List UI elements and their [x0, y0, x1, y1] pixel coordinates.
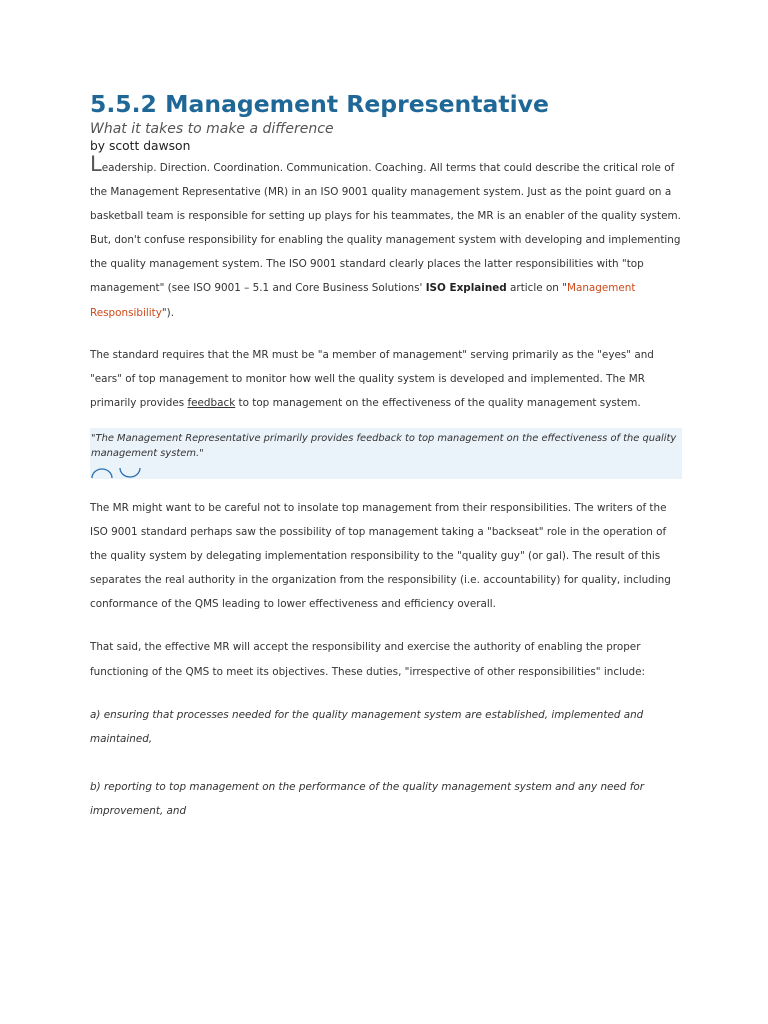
paragraph-intro	[90, 154, 682, 325]
article-title: 5.5.2 Management Representative	[90, 90, 549, 118]
drop-cap: L	[90, 152, 102, 176]
paragraph-intro-text-3: ").	[161, 306, 175, 319]
paragraph-intro-text-2: article on "	[506, 282, 567, 295]
list-item-a: a) ensuring that processes needed for the quality management system are established, implemented and maintained,	[90, 708, 644, 745]
close-quote-arc-icon	[120, 468, 140, 477]
quote-marks-icon	[90, 463, 150, 479]
paragraph-insolate: The MR might want to be careful not to insolate top management from their responsibilities. The writers of the ISO 9001 standard perhaps saw the possibility of top management taking a "backseat" role in the operation of the quality system by delegating implementation responsibility to the "quality guy" (or gal). The result of this separates the real authority in the organization from the responsibility (i.e. accountability) for quality, including conformance of the QMS leading to lower effectiveness and efficiency overall.	[90, 501, 671, 611]
management-responsibility-link[interactable]: Management Responsibility	[90, 282, 636, 319]
paragraph-standard	[90, 343, 682, 415]
paragraph-standard-text-1: The standard requires that the MR must be "a member of management" serving primarily as the "eyes" and "ears" of top management to monitor how well the quality system is developed and implemented. The MR primarily provides	[90, 348, 654, 409]
article-byline: by scott dawson	[90, 139, 191, 153]
feedback-link[interactable]: feedback	[187, 396, 236, 409]
open-quote-arc-icon	[92, 469, 112, 478]
article-subtitle: What it takes to make a difference	[90, 121, 334, 137]
list-item-b: b) reporting to top management on the performance of the quality management system and any need for improvement, and	[90, 780, 644, 817]
pull-quote-text: "The Management Representative primarily provides feedback to top management on the effectiveness of the quality management system."	[91, 432, 677, 460]
article	[90, 88, 682, 823]
paragraph-that-said: That said, the effective MR will accept the responsibility and exercise the authority of enabling the proper functioning of the QMS to meet its objectives. These duties, "irrespective of other responsibilities" include:	[90, 641, 646, 678]
pull-quote	[90, 428, 682, 479]
paragraph-standard-text-2: to top management on the effectiveness of the quality management system.	[235, 396, 641, 409]
paragraph-intro-text-1: eadership. Direction. Coordination. Communication. Coaching. All terms that could describe the critical role of the Management Representative (MR) in an ISO 9001 quality management system. Just as the point guard on a basketball team is responsible for setting up plays for his teammates, the MR is an enabler of the quality system. But, don't confuse responsibility for enabling the quality management system with developing and implementing the quality management system. The ISO 9001 standard clearly places the latter responsibilities with "top management" (see ISO 9001 – 5.1 and Core Business Solutions'	[90, 162, 681, 295]
iso-explained-label: ISO Explained	[425, 282, 507, 295]
